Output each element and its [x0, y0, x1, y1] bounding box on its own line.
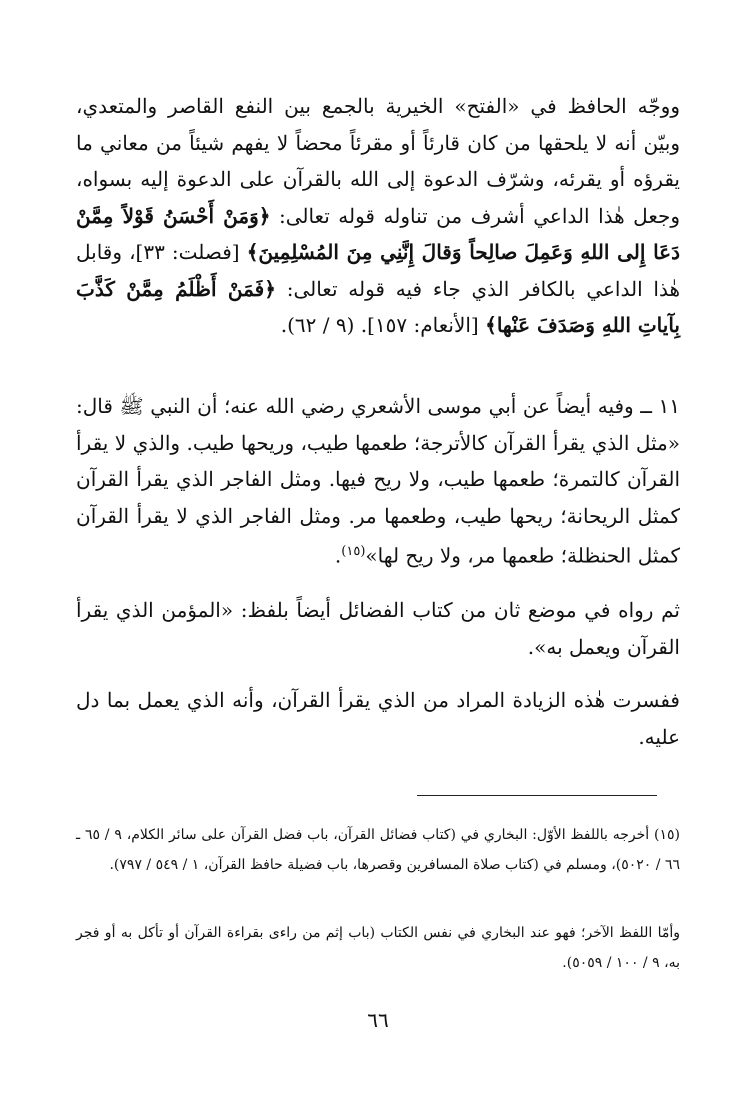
paragraph-hafiz-commentary — [76, 88, 680, 344]
p1-line4-text: الداعي أشرف من تناوله قوله تعالى: — [270, 203, 590, 228]
p2-line5: كمثل الحنظلة؛ طعمها مر، ولا ريح لها» — [365, 543, 680, 568]
p1-line5-text: [فصلت: ٣٣]، وقابل هٰذا الداعي بالكافر — [76, 240, 680, 301]
quran-verse-fussilat-part1: ﴿وَمَنْ أَحْسَنُ قَوْلاً مِمَّنْ دَعَا إِلى اللهِ وَعَمِلَ — [76, 203, 681, 264]
p2-line5-end: . — [334, 543, 342, 568]
p4-line2: عليه. — [638, 724, 680, 749]
p3-line1: ثم رواه في موضع ثان من كتاب الفضائل أيضاً بلفظ: «المؤمن الذي يقرأ — [76, 598, 680, 622]
p1-line1: ووجّه الحافظ في «الفتح» الخيرية بالجمع بين النفع القاصر والمتعدي، — [76, 94, 680, 118]
quran-verse-fussilat-part2: صالِحاً وَقالَ إِنَّنِي مِنَ المُسْلِمِينَ﴾ — [246, 240, 518, 264]
fn2-line1: وأمّا اللفظ الآخر؛ فهو عند البخاري في نفس الكتاب (باب إثم من راءى بقراءة القرآن أو — [168, 925, 680, 941]
fn2-line2: تأكل به أو فجر به، ٩ / ١٠٠ / ٥٠٥٩). — [76, 925, 680, 971]
fn1-line2: سائر الكلام، ٩ / ٦٥ ـ ٦٦ / ٥٠٢٠)، ومسلم في (كتاب صلاة المسافرين وقصرها، باب فضيلة — [76, 827, 680, 873]
fn1-line1: (١٥) أخرجه باللفظ الأوّل: البخاري في (كتاب فضائل القرآن، باب فضل القرآن على — [201, 827, 680, 843]
p2-line2: قال: «مثل الذي يقرأ القرآن كالأترجة؛ طعمها طيب، وريحها طيب. والذي لا — [76, 394, 680, 455]
p2-line3: يقرأ القرآن كالتمرة؛ طعمها طيب، ولا ريح فيها. ومثل الفاجر الذي يقرأ القرآن — [76, 430, 680, 491]
page-number: ٦٦ — [367, 1008, 389, 1032]
quran-verse-anam: ﴿فَمَنْ أَظْلَمُ مِمَّنْ كَذَّبَ بِآياتِ اللهِ وَصَدَفَ عَنْها﴾ — [76, 276, 680, 337]
footnote-separator — [417, 795, 657, 796]
p3-line2: القرآن ويعمل به». — [527, 634, 680, 659]
paragraph-hadith-11 — [76, 388, 680, 574]
p1-line3: أو يقرئه، وشرّف الدعوة إلى الله بالقرآن على الدعوة إليه بسواه، وجعل هٰذا — [76, 167, 680, 228]
p2-line4: كمثل الريحانة؛ ريحها طيب، وطعمها مر. ومثل الفاجر الذي لا يقرأ القرآن — [76, 503, 680, 528]
paragraph-second-narration — [76, 592, 680, 665]
footnote-15-continued — [76, 918, 680, 978]
footnote-15 — [76, 820, 680, 880]
paragraph-explanation — [76, 682, 680, 755]
p2-line1: ١١ ــ وفيه أيضاً عن أبي موسى الأشعري رضي الله عنه؛ أن النبي ﷺ — [119, 394, 680, 418]
p4-line1: ففسرت هٰذه الزيادة المراد من الذي يقرأ القرآن، وأنه الذي يعمل بما دل — [76, 688, 680, 712]
p1-line6-text: الذي جاء فيه قوله تعالى: — [275, 276, 510, 301]
p1-line7: [الأنعام: ١٥٧]. (٩ / ٦٢). — [280, 313, 479, 337]
footnote-ref-15[interactable]: (١٥) — [341, 544, 366, 559]
fn1-line3: حافظ القرآن، ١ / ٥٤٩ / ٧٩٧). — [109, 857, 283, 873]
p1-line2: وبيّن أنه لا يلحقها من كان قارئاً أو مقرئاً محضاً لا يفهم شيئاً من معاني ما يقرؤه — [76, 130, 680, 191]
